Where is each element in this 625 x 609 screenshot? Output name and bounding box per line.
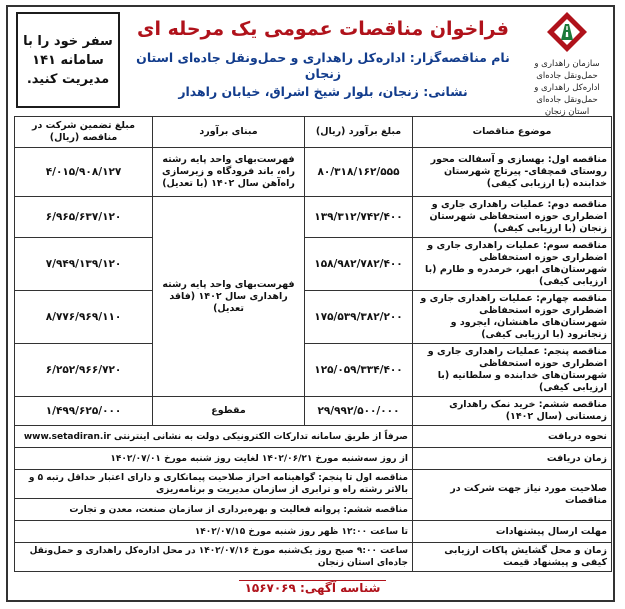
tender-subject: مناقصه اول: بهسازی و آسفالت محور روستای قمچقای- پیرتاج شهرستان خدابنده (با ارزیابی کیفی): [413, 148, 612, 197]
info-row-qualification: [15, 470, 612, 499]
tender-guarantee: ۶/۹۶۵/۶۳۷/۱۲۰: [15, 197, 153, 238]
tender-estimate: ۱۳۹/۳۱۲/۷۴۲/۴۰۰: [305, 197, 413, 238]
info-row-opening: [15, 543, 612, 572]
title-area: [133, 8, 513, 100]
table-row: [15, 238, 612, 291]
info-label: صلاحیت مورد نیاز جهت شرکت در مناقصات: [413, 470, 612, 521]
tender-subject: مناقصه ششم: خرید نمک راهداری زمستانی (سال ۱۴۰۲): [413, 397, 612, 426]
table-row: [15, 397, 612, 426]
info-label: نحوه دریافت: [413, 426, 612, 448]
info-label: مهلت ارسال پیشنهادات: [413, 521, 612, 543]
col-subject: موضوع مناقصات: [413, 117, 612, 148]
tender-subject: مناقصه چهارم: عملیات راهداری جاری و اضطراری حوزه استحفاظی شهرستان‌های ماهنشان، ایجرود و زنجانرود (با ارزیابی کیفی): [413, 291, 612, 344]
table-header-row: [15, 117, 612, 148]
info-label: زمان و محل گشایش پاکات ارزیابی کیفی و پیشنهاد قیمت: [413, 543, 612, 572]
org-logo-text: سازمان راهداری و حمل‌ونقل جاده‌ای اداره‌کل راهداری و حمل‌ونقل جاده‌ای استان زنجان: [534, 59, 600, 117]
info-row-deadline: [15, 521, 612, 543]
table-row: [15, 291, 612, 344]
table-row: [15, 344, 612, 397]
notice-header: [8, 8, 613, 117]
info-value: مناقصه اول تا پنجم: گواهینامه احراز صلاحیت پیمانکاری و دارای اعتبار حداقل رتبه ۵ و بالاتر رشته راه و ترابری از سازمان مدیریت و برنامه‌ریزی: [15, 470, 413, 499]
tender-estimate: ۱۲۵/۰۵۹/۳۳۴/۴۰۰: [305, 344, 413, 397]
table-row: [15, 148, 612, 197]
tender-subject: مناقصه پنجم: عملیات راهداری جاری و اضطراری حوزه استحفاظی شهرستان‌های خدابنده و سلطانیه (با ارزیابی کیفی): [413, 344, 612, 397]
tender-guarantee: ۴/۰۱۵/۹۰۸/۱۲۷: [15, 148, 153, 197]
organizer-line: نام مناقصه‌گزار: اداره‌کل راهداری و حمل‌ونقل جاده‌ای استان زنجان: [136, 50, 510, 81]
info-label: زمان دریافت: [413, 448, 612, 470]
notice-footer: [0, 577, 625, 596]
org-logo: [521, 10, 613, 117]
info-value: مناقصه ششم: پروانه فعالیت و بهره‌برداری از سازمان صنعت، معدن و تجارت: [15, 499, 413, 521]
tender-guarantee: ۱/۴۹۹/۶۲۵/۰۰۰: [15, 397, 153, 426]
col-estimate: مبلغ برآورد (ریال): [305, 117, 413, 148]
page-title: فراخوان مناقصات عمومی یک مرحله ای: [137, 18, 509, 40]
address-line: نشانی: زنجان، بلوار شیخ اشراق، خیابان راهدار: [178, 84, 468, 99]
info-value: صرفاً از طریق سامانه تدارکات الکترونیکی دولت به نشانی اینترنتی www.setadiran.ir: [15, 426, 413, 448]
hotline-callout: سفر خود را با سامانه ۱۴۱ مدیریت کنید.: [16, 12, 120, 108]
tender-basis: فهرست‌بهای واحد پایه رشته راه، باند فرودگاه و زیرسازی راه‌آهن سال ۱۴۰۲ (با تعدیل): [153, 148, 305, 197]
tender-subject: مناقصه دوم: عملیات راهداری جاری و اضطراری حوزه استحفاظی شهرستان زنجان (با ارزیابی کیفی): [413, 197, 612, 238]
info-value: از روز سه‌شنبه مورخ ۱۴۰۲/۰۶/۲۱ لغایت روز شنبه مورخ ۱۴۰۲/۰۷/۰۱: [15, 448, 413, 470]
info-value: ساعت ۹:۰۰ صبح روز یک‌شنبه مورخ ۱۴۰۲/۰۷/۱۶ در محل اداره‌کل راهداری و حمل‌ونقل جاده‌ای استان زنجان: [15, 543, 413, 572]
tender-guarantee: ۷/۹۴۹/۱۳۹/۱۲۰: [15, 238, 153, 291]
tender-subject: مناقصه سوم: عملیات راهداری جاری و اضطراری حوزه استحفاظی شهرستان‌های ابهر، خرمدره و طارم (با ارزیابی کیفی): [413, 238, 612, 291]
table-row: [15, 197, 612, 238]
tender-estimate: ۱۵۸/۹۸۲/۷۸۲/۴۰۰: [305, 238, 413, 291]
road-logo-icon: [545, 10, 589, 54]
tenders-table: [14, 116, 612, 572]
info-row-receipt-method: [15, 426, 612, 448]
info-value: تا ساعت ۱۲:۰۰ ظهر روز شنبه مورخ ۱۴۰۲/۰۷/۱۵: [15, 521, 413, 543]
tender-estimate: ۲۹/۹۹۲/۵۰۰/۰۰۰: [305, 397, 413, 426]
col-guarantee: مبلغ تضمین شرکت در مناقصه (ریال): [15, 117, 153, 148]
tender-basis: فهرست‌بهای واحد پایه رشته راهداری سال ۱۴۰۲ (فاقد تعدیل): [153, 197, 305, 397]
tender-guarantee: ۶/۲۵۲/۹۶۶/۷۲۰: [15, 344, 153, 397]
tender-estimate: ۱۷۵/۵۳۹/۳۸۲/۲۰۰: [305, 291, 413, 344]
notice-id: شناسه آگهی: ۱۵۶۷۰۶۹: [239, 580, 387, 595]
tender-basis: مقطوع: [153, 397, 305, 426]
tender-guarantee: ۸/۷۷۶/۹۶۹/۱۱۰: [15, 291, 153, 344]
col-basis: مبنای برآورد: [153, 117, 305, 148]
tender-estimate: ۸۰/۳۱۸/۱۶۲/۵۵۵: [305, 148, 413, 197]
info-row-receipt-time: [15, 448, 612, 470]
